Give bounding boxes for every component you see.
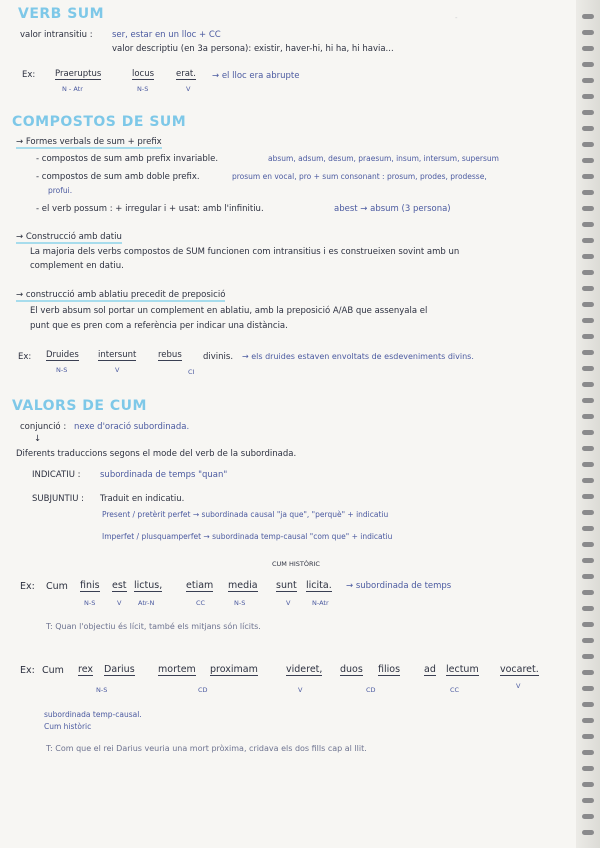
binding-hole xyxy=(582,222,594,227)
example-word: vocaret. xyxy=(500,664,539,675)
formes-heading: → Formes verbals de sum + prefix xyxy=(16,137,162,147)
subjuntiu-text: Traduit en indicatiu. xyxy=(100,494,185,504)
binding-hole xyxy=(582,46,594,51)
binding-hole xyxy=(582,398,594,403)
binding-hole xyxy=(582,254,594,259)
example-word: locus xyxy=(132,69,155,79)
grammar-tag: N-S xyxy=(96,686,108,694)
binding-hole xyxy=(582,686,594,691)
conjuncio-text: nexe d'oració subordinada. xyxy=(74,422,190,432)
grammar-tag: Atr-N xyxy=(138,599,155,607)
subjuntiu-label: SUBJUNTIU : xyxy=(32,494,85,504)
example-word: Druides xyxy=(46,350,79,360)
example-word: mortem xyxy=(158,664,196,675)
example-word: ad xyxy=(424,664,436,675)
example-word: Cum xyxy=(42,665,64,676)
imperfet-text: Imperfet / plusquamperfet → subordinada temp-causal "com que" + indicatiu xyxy=(102,532,393,541)
binding-hole xyxy=(582,798,594,803)
binding-hole xyxy=(582,542,594,547)
bullet-label: - el verb possum : + irregular i + usat: amb l'infinitiu. xyxy=(36,204,264,214)
binding-hole xyxy=(582,718,594,723)
binding-hole xyxy=(582,766,594,771)
ablatiu-text: El verb absum sol portar un complement en ablatiu, amb la preposició A/AB que assenyala el xyxy=(30,306,428,316)
grammar-tag: V xyxy=(115,366,120,374)
binding-hole xyxy=(582,318,594,323)
binding-hole xyxy=(582,478,594,483)
example-translation: → el lloc era abrupte xyxy=(212,71,300,81)
binding-hole xyxy=(582,462,594,467)
section-title-verb-sum: VERB SUM xyxy=(18,6,105,22)
grammar-tag: CD xyxy=(198,686,208,694)
binding-hole xyxy=(582,494,594,499)
indicatiu-text: subordinada de temps "quan" xyxy=(100,470,228,480)
example-word: etiam xyxy=(186,580,214,591)
binding-hole xyxy=(582,78,594,83)
cum-historic-label: CUM HISTÒRIC xyxy=(272,560,320,568)
binding-hole xyxy=(582,446,594,451)
valor-intransitiu-text: ser, estar en un lloc + CC xyxy=(112,30,221,40)
binding-hole xyxy=(582,62,594,67)
example-word: duos xyxy=(340,664,363,675)
binding-hole xyxy=(582,702,594,707)
binding-hole xyxy=(582,174,594,179)
example-word: proximam xyxy=(210,664,258,675)
binding-hole xyxy=(582,606,594,611)
translation-line: T: Quan l'objectiu és lícit, també els mitjans són lícits. xyxy=(46,622,261,631)
binding-hole xyxy=(582,782,594,787)
binding-hole xyxy=(582,158,594,163)
example-word: media xyxy=(228,580,258,591)
binding-hole xyxy=(582,190,594,195)
grammar-tag: V xyxy=(186,85,191,93)
binding-hole xyxy=(582,414,594,419)
binding-hole xyxy=(582,350,594,355)
binding-hole xyxy=(582,126,594,131)
example-word: lectum xyxy=(446,664,479,675)
grammar-tag: CC xyxy=(450,686,460,694)
binding-hole xyxy=(582,750,594,755)
down-arrow: ↓ xyxy=(34,434,42,444)
grammar-tag: N-Atr xyxy=(312,599,329,607)
diferents-text: Diferents traduccions segons el mode del verb de la subordinada. xyxy=(16,449,297,459)
binding-hole xyxy=(582,590,594,595)
example-word: Praeruptus xyxy=(55,69,102,79)
bullet-label: - compostos de sum amb prefix invariable. xyxy=(36,154,219,164)
translation-line: T: Com que el rei Darius veuria una mort pròxima, cridava els dos fills cap al llit. xyxy=(46,744,367,753)
example-translation: → els druides estaven envoltats de esdeveniments divins. xyxy=(242,352,474,361)
grammar-tag: V xyxy=(298,686,303,694)
binding-hole xyxy=(582,670,594,675)
bullet-text: profui. xyxy=(48,186,73,195)
example-word: sunt xyxy=(276,580,297,591)
binding-hole xyxy=(582,334,594,339)
example-word: licita. xyxy=(306,580,332,591)
example-label: Ex: xyxy=(18,352,32,362)
grammar-tag: N-S xyxy=(56,366,68,374)
section-title-compostos: COMPOSTOS DE SUM xyxy=(12,114,187,130)
binding-hole xyxy=(582,622,594,627)
binding-hole xyxy=(582,270,594,275)
bullet-label: - compostos de sum amb doble prefix. xyxy=(36,172,200,182)
bullet-text: abest → absum (3 persona) xyxy=(334,204,451,214)
binding-hole xyxy=(582,382,594,387)
grammar-tag: N-S xyxy=(234,599,246,607)
section-title-valors-cum: VALORS DE CUM xyxy=(12,398,147,414)
binding-hole xyxy=(582,638,594,643)
grammar-tag: V xyxy=(117,599,122,607)
binding-hole xyxy=(582,734,594,739)
conjuncio-label: conjunció : xyxy=(20,422,67,432)
example-word: lictus, xyxy=(134,580,163,591)
binding-hole xyxy=(582,30,594,35)
binding-hole xyxy=(582,574,594,579)
bullet-text: prosum en vocal, pro + sum consonant : prosum, prodes, prodesse, xyxy=(232,172,487,181)
binding-hole xyxy=(582,430,594,435)
example-translation: → subordinada de temps xyxy=(346,581,452,591)
binding-hole xyxy=(582,526,594,531)
indicatiu-label: INDICATIU : xyxy=(32,470,81,480)
valor-descriptiu-text: valor descriptiu (en 3a persona): existir, haver-hi, hi ha, hi havia... xyxy=(112,44,394,54)
example-word: divinis. xyxy=(203,352,234,362)
binding-hole xyxy=(582,814,594,819)
example-word: erat. xyxy=(176,69,196,79)
grammar-tag: N-S xyxy=(84,599,96,607)
binding-hole xyxy=(582,14,594,19)
ablatiu-text: punt que es pren com a referència per indicar una distància. xyxy=(30,321,288,331)
example-word: Cum xyxy=(46,581,68,592)
binding-hole xyxy=(582,94,594,99)
binding-hole xyxy=(582,830,594,835)
example-word: rex xyxy=(78,664,93,675)
note-line: Cum històric xyxy=(44,722,92,731)
present-text: Present / pretèrit perfet → subordinada causal "ja que", "perquè" + indicatiu xyxy=(102,510,389,519)
binding-hole xyxy=(582,286,594,291)
grammar-tag: CC xyxy=(196,599,206,607)
datiu-heading: → Construcció amb datiu xyxy=(16,232,122,242)
binding-hole xyxy=(582,206,594,211)
binding-hole xyxy=(582,654,594,659)
grammar-tag: V xyxy=(516,682,521,690)
grammar-tag: CD xyxy=(366,686,376,694)
binding-hole xyxy=(582,302,594,307)
bullet-text: absum, adsum, desum, praesum, insum, intersum, supersum xyxy=(268,154,499,163)
example-word: rebus xyxy=(158,350,182,360)
grammar-tag: N-S xyxy=(137,85,149,93)
spiral-binding xyxy=(576,0,600,848)
example-word: filios xyxy=(378,664,401,675)
binding-hole xyxy=(582,366,594,371)
example-label: Ex: xyxy=(20,581,35,592)
example-word: est xyxy=(112,580,127,591)
corner-note: - xyxy=(455,14,458,22)
grammar-tag: V xyxy=(286,599,291,607)
binding-hole xyxy=(582,110,594,115)
grammar-tag: CI xyxy=(188,368,195,376)
note-line: subordinada temp-causal. xyxy=(44,710,142,719)
binding-hole xyxy=(582,558,594,563)
example-word: finis xyxy=(80,580,100,591)
example-label: Ex: xyxy=(20,665,35,676)
example-word: videret, xyxy=(286,664,323,675)
binding-hole xyxy=(582,510,594,515)
grammar-tag: N - Atr xyxy=(62,85,83,93)
example-label: Ex: xyxy=(22,70,36,80)
valor-intransitiu-label: valor intransitiu : xyxy=(20,30,93,40)
datiu-text: La majoria dels verbs compostos de SUM funcionen com intransitius i es construeixen sovint amb un xyxy=(30,247,460,257)
example-word: Darius xyxy=(104,664,135,675)
binding-hole xyxy=(582,238,594,243)
datiu-text: complement en datiu. xyxy=(30,261,124,271)
example-word: intersunt xyxy=(98,350,137,360)
binding-hole xyxy=(582,142,594,147)
ablatiu-heading: → construcció amb ablatiu precedit de preposició xyxy=(16,290,226,300)
